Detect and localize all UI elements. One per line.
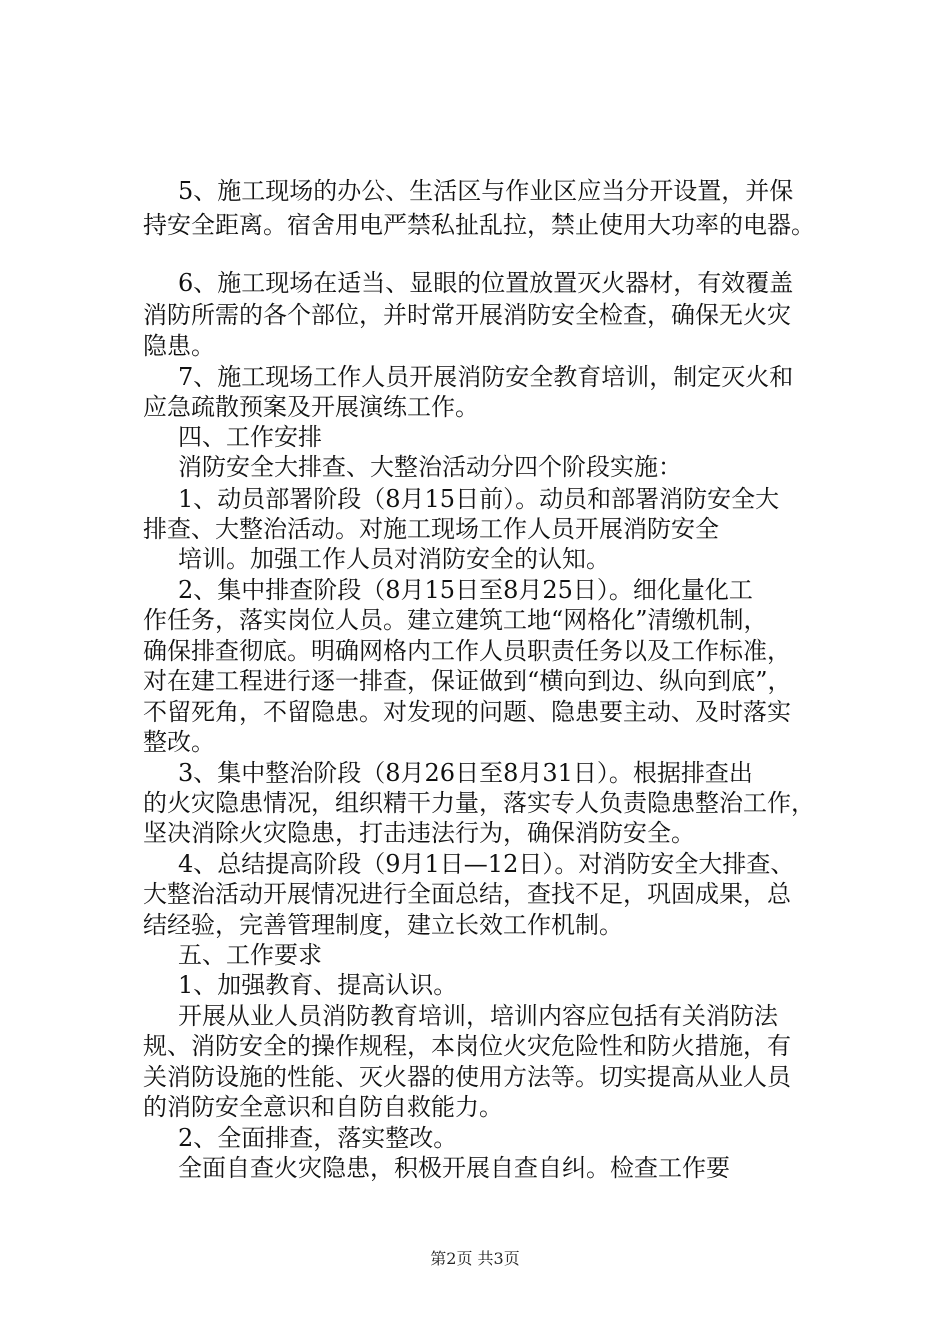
text-line: 对在建工程进行逐一排查，保证做到“横向到边、纵向到底”， <box>143 667 792 695</box>
text-line: 持安全距离。宿舍用电严禁私扯乱拉，禁止使用大功率的电器。 <box>143 211 815 239</box>
text-line: 不留死角，不留隐患。对发现的问题、隐患要主动、及时落实 <box>143 698 791 726</box>
text-line: 6、施工现场在适当、显眼的位置放置灭火器材，有效覆盖 <box>178 269 794 297</box>
text-line: 消防安全大排查、大整治活动分四个阶段实施： <box>178 453 682 481</box>
text-line: 5、施工现场的办公、生活区与作业区应当分开设置，并保 <box>178 177 794 205</box>
text-line: 规、消防安全的操作规程，本岗位火灾危险性和防火措施，有 <box>143 1032 791 1060</box>
text-line: 大整治活动开展情况进行全面总结，查找不足，巩固成果，总 <box>143 880 791 908</box>
text-line: 的火灾隐患情况，组织精干力量，落实专人负责隐患整治工作， <box>143 789 815 817</box>
text-line: 的消防安全意识和自防自救能力。 <box>143 1093 503 1121</box>
text-line: 隐患。 <box>143 332 215 360</box>
section-heading: 五、工作要求 <box>178 941 322 969</box>
text-line: 7、施工现场工作人员开展消防安全教育培训，制定灭火和 <box>178 363 794 391</box>
text-line: 关消防设施的性能、灭火器的使用方法等。切实提高从业人员 <box>143 1063 791 1091</box>
text-line: 1、加强教育、提高认识。 <box>178 971 458 999</box>
page-number: 第2页 共3页 <box>430 1249 520 1268</box>
text-line: 开展从业人员消防教育培训，培训内容应包括有关消防法 <box>178 1002 778 1030</box>
text-line: 排查、大整治活动。对施工现场工作人员开展消防安全 <box>143 515 719 543</box>
text-line: 培训。加强工作人员对消防安全的认知。 <box>178 545 610 573</box>
text-line: 全面自查火灾隐患，积极开展自查自纠。检查工作要 <box>178 1154 730 1182</box>
text-line: 消防所需的各个部位，并时常开展消防安全检查，确保无火灾 <box>143 301 791 329</box>
text-line: 4、总结提高阶段（9月1日—12日）。对消防安全大排查、 <box>178 850 795 878</box>
text-line: 1、动员部署阶段（8月15日前）。动员和部署消防安全大 <box>178 485 780 513</box>
text-line: 应急疏散预案及开展演练工作。 <box>143 393 479 421</box>
text-line: 2、集中排查阶段（8月15日至8月25日）。细化量化工 <box>178 576 753 604</box>
text-line: 3、集中整治阶段（8月26日至8月31日）。根据排查出 <box>178 759 753 787</box>
text-line: 确保排查彻底。明确网格内工作人员职责任务以及工作标准， <box>143 637 791 665</box>
text-line: 作任务，落实岗位人员。建立建筑工地“网格化”清缴机制， <box>143 606 768 634</box>
text-line: 结经验，完善管理制度，建立长效工作机制。 <box>143 911 623 939</box>
text-line: 2、全面排查，落实整改。 <box>178 1124 458 1152</box>
text-line: 整改。 <box>143 728 215 756</box>
text-line: 坚决消除火灾隐患，打击违法行为，确保消防安全。 <box>143 819 695 847</box>
section-heading: 四、工作安排 <box>178 423 322 451</box>
